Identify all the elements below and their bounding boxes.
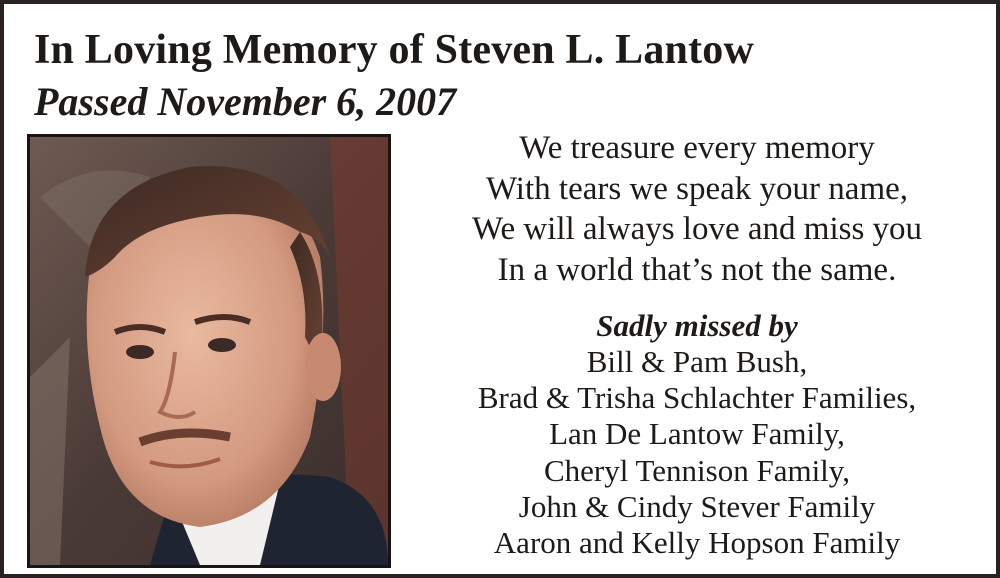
family-name: Aaron and Kelly Hopson Family: [493, 525, 901, 561]
notice-subtitle: Passed November 6, 2007: [34, 79, 457, 124]
memorial-photo: [27, 134, 391, 568]
family-name: Lan De Lantow Family,: [549, 416, 845, 452]
poem-line: In a world that’s not the same.: [497, 251, 897, 288]
poem-line: We will always love and miss you: [471, 211, 923, 247]
poem-line: With tears we speak your name,: [485, 170, 909, 207]
family-list: [432, 344, 962, 561]
notice-title: In Loving Memory of Steven L. Lantow: [34, 27, 755, 73]
portrait-image: [30, 137, 388, 565]
family-name: Brad & Trisha Schlachter Families,: [477, 380, 917, 416]
poem-line: We treasure every memory: [519, 130, 875, 166]
missed-by-heading: Sadly missed by: [596, 308, 798, 343]
family-name: Bill & Pam Bush,: [586, 344, 808, 379]
memorial-poem: [432, 128, 962, 290]
family-name: John & Cindy Stever Family: [518, 488, 876, 524]
family-name: Cheryl Tennison Family,: [543, 452, 851, 488]
